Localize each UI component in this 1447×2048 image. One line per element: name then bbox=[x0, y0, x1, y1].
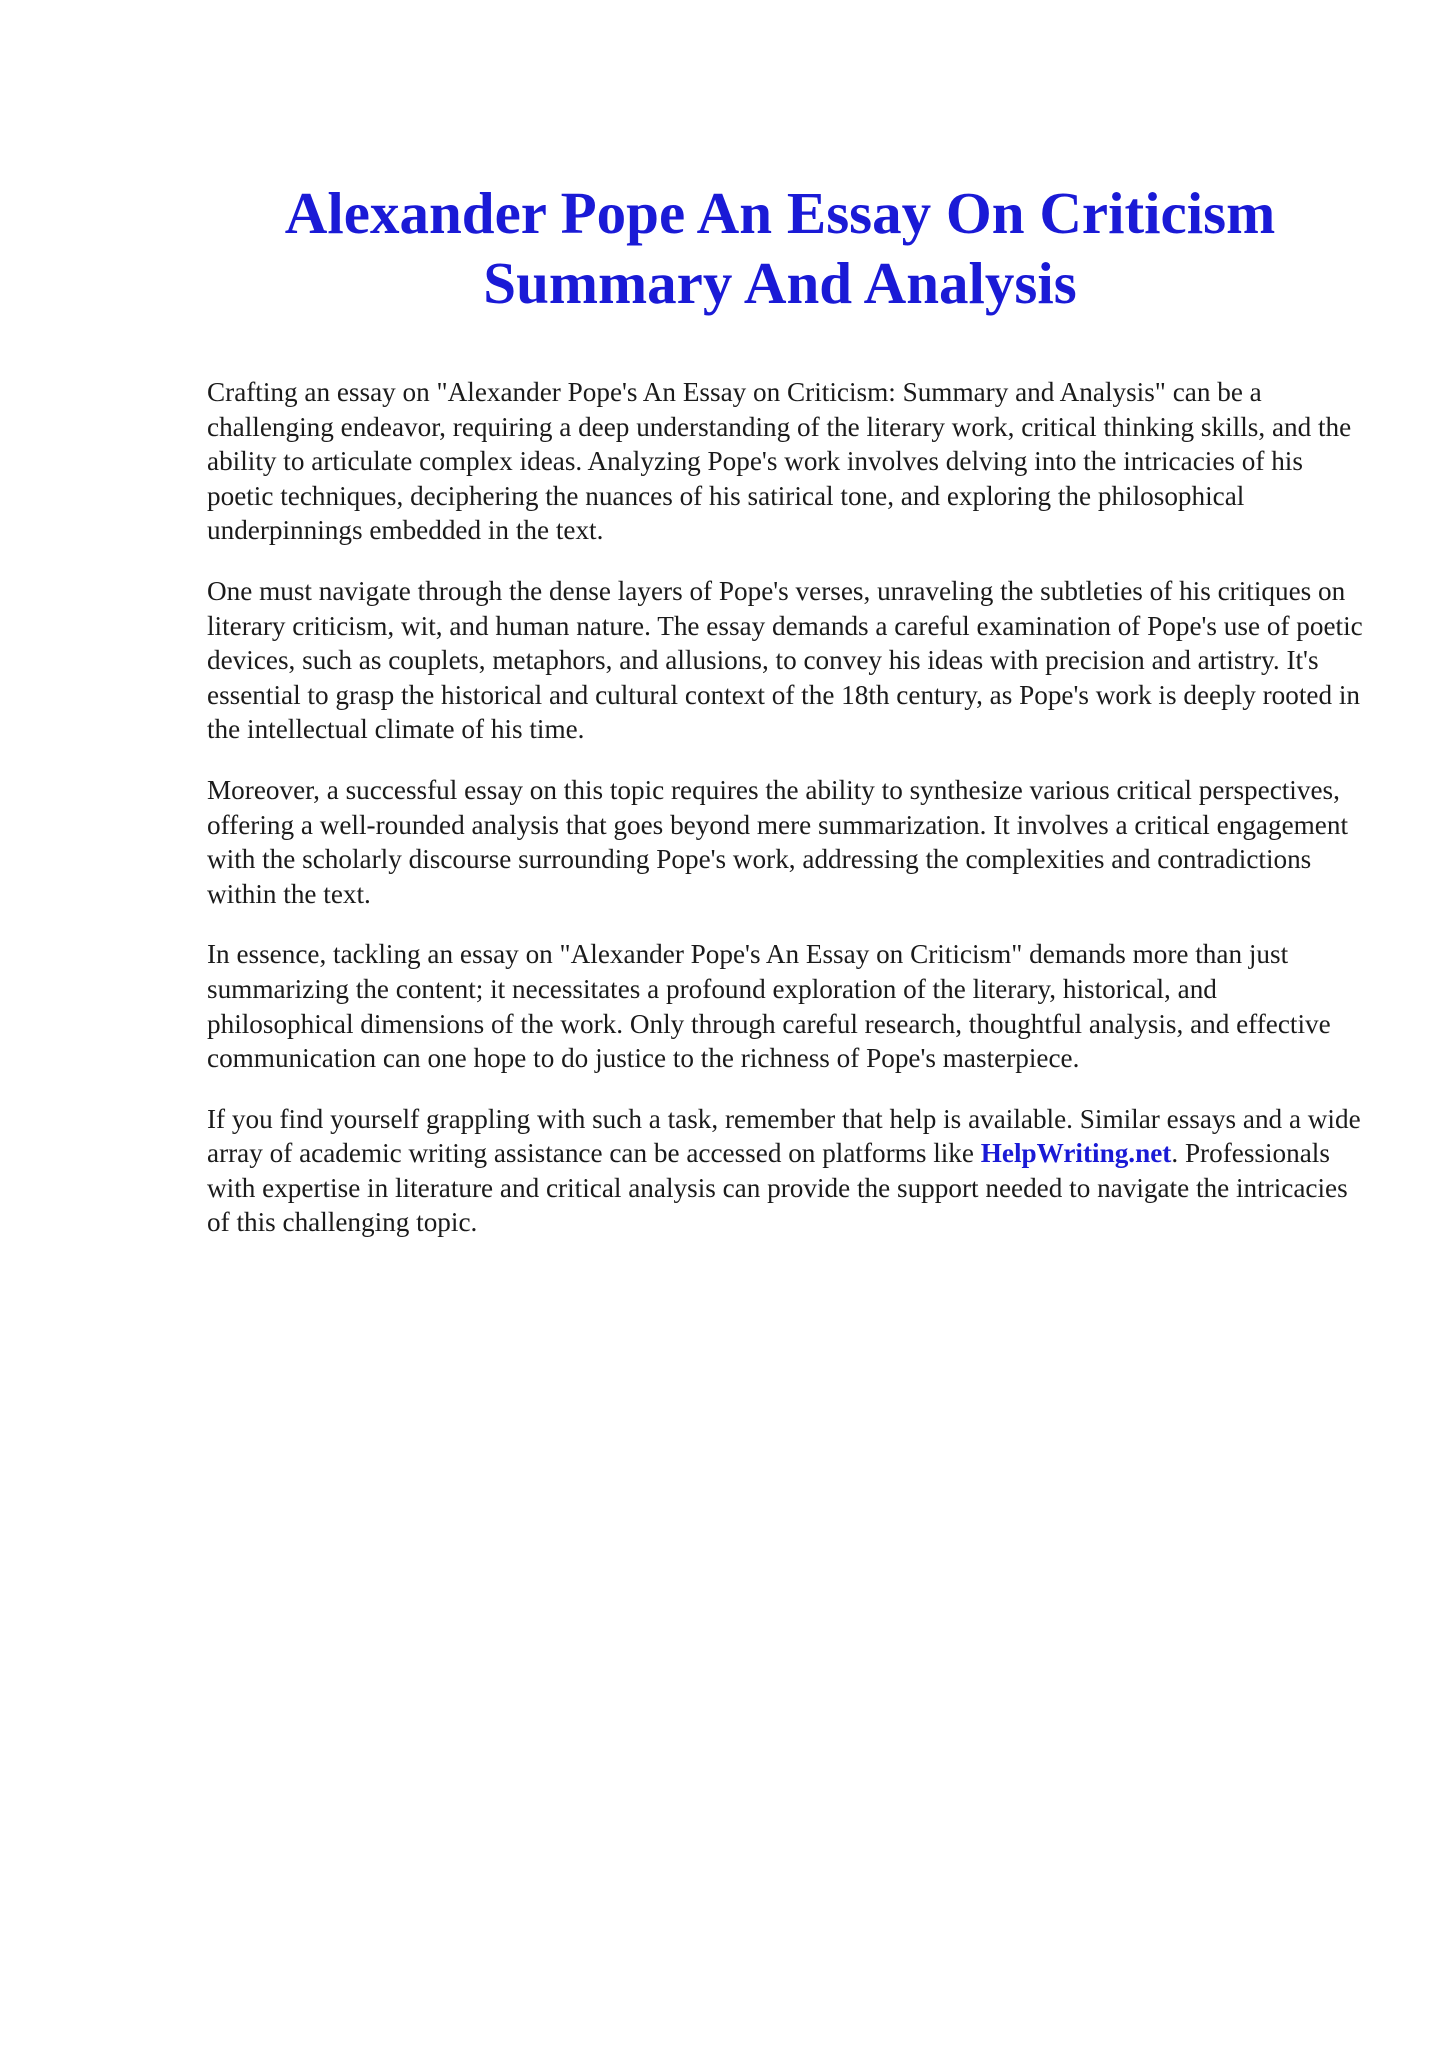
title-line-1: Alexander Pope An Essay On Criticism bbox=[284, 180, 1276, 246]
paragraph-3: Moreover, a successful essay on this topic requires the ability to synthesize various critical perspectives, offering a well-rounded analysis that goes beyond mere summarization. It involves a critical engagement with the scholarly discourse surrounding Pope's work, addressing the complexities and contradictions within the text. bbox=[207, 774, 1348, 909]
paragraph-4: In essence, tackling an essay on "Alexander Pope's An Essay on Criticism" demands more than just summarizing the content; it necessitates a profound exploration of the literary, historical, and philosophical dimensions of the work. Only through careful research, thoughtful analysis, and effective communication can one hope to do justice to the richness of Pope's masterpiece. bbox=[207, 939, 1331, 1074]
helpwriting-link[interactable]: HelpWriting.net bbox=[980, 1138, 1172, 1169]
paragraph-5-text-before-link: If you find yourself grappling with such a task, remember that help is available. Similar essays and a wide array of academic writing assistance can be accessed on platforms like bbox=[207, 1103, 1361, 1169]
paragraph-5-text-after-link: . Professionals with expertise in literature and critical analysis can provide the support needed to navigate the intricacies of this challenging topic. bbox=[207, 1138, 1348, 1238]
paragraph-2: One must navigate through the dense layers of Pope's verses, unraveling the subtleties of his critiques on literary criticism, wit, and human nature. The essay demands a careful examination of Pope's use of poetic devices, such as couplets, metaphors, and allusions, to convey his ideas with precision and artistry. It's essential to grasp the historical and cultural context of the 18th century, as Pope's work is deeply rooted in the intellectual climate of his time. bbox=[207, 575, 1363, 745]
page-title bbox=[160, 178, 1400, 318]
paragraph-1: Crafting an essay on "Alexander Pope's An Essay on Criticism: Summary and Analysis" can be a challenging endeavor, requiring a deep understanding of the literary work, critical thinking skills, and the ability to articulate complex ideas. Analyzing Pope's work involves delving into the intricacies of his poetic techniques, deciphering the nuances of his satirical tone, and exploring the philosophical underpinnings embedded in the text. bbox=[207, 377, 1352, 546]
paragraph-5 bbox=[207, 1102, 1367, 1240]
essay-body bbox=[207, 375, 1367, 1266]
title-line-2: Summary And Analysis bbox=[483, 250, 1077, 316]
